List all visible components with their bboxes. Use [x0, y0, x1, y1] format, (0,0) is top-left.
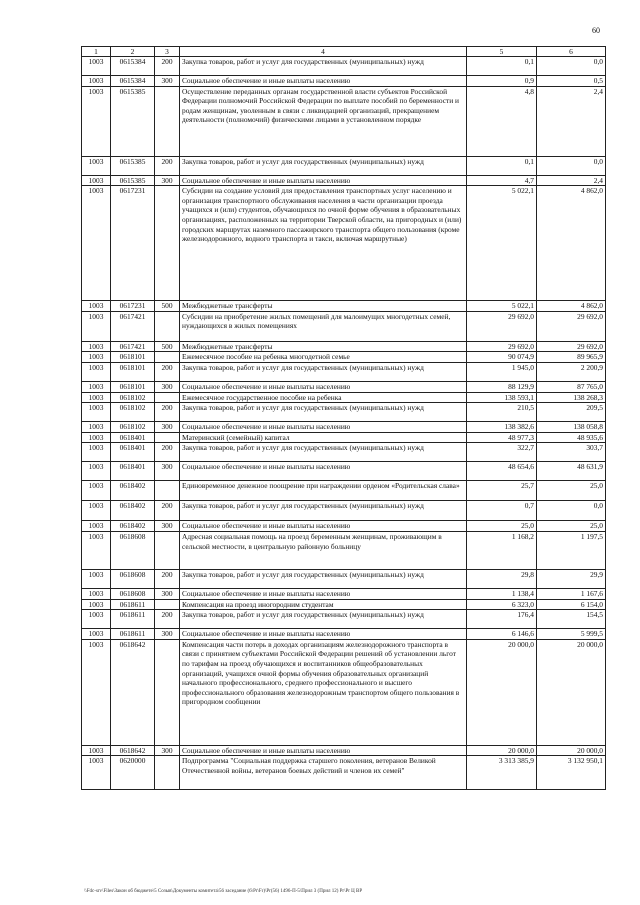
section-code-cell: 1003: [82, 422, 111, 433]
expense-type-cell: 500: [155, 341, 180, 352]
expense-type-cell: 200: [155, 569, 180, 588]
table-row: [82, 599, 606, 610]
target-article-cell: 0618102: [111, 403, 155, 422]
description-cell: Закупка товаров, работ и услуг для государственных (муниципальных) нужд: [180, 501, 467, 521]
table-row: [82, 588, 606, 599]
amount-year-1-cell: 0,7: [467, 501, 537, 521]
section-code-cell: 1003: [82, 403, 111, 422]
table-row: [82, 186, 606, 301]
section-code-cell: 1003: [82, 175, 111, 186]
description-cell: Социальное обеспечение и иные выплаты населению: [180, 381, 467, 392]
amount-year-1-cell: 29 692,0: [467, 311, 537, 341]
table-row: [82, 639, 606, 745]
target-article-cell: 0618102: [111, 392, 155, 403]
description-cell: Социальное обеспечение и иные выплаты населению: [180, 745, 467, 756]
table-row: [82, 501, 606, 521]
description-cell: Социальное обеспечение и иные выплаты населению: [180, 422, 467, 433]
section-code-cell: 1003: [82, 462, 111, 481]
amount-year-1-cell: 48 977,3: [467, 432, 537, 443]
column-header: 2: [111, 47, 155, 57]
target-article-cell: 0618101: [111, 362, 155, 381]
table-row: [82, 610, 606, 629]
amount-year-1-cell: 4,7: [467, 175, 537, 186]
description-cell: Закупка товаров, работ и услуг для государственных (муниципальных) нужд: [180, 156, 467, 175]
expense-type-cell: 300: [155, 175, 180, 186]
amount-year-1-cell: 4,8: [467, 86, 537, 156]
table-row: [82, 381, 606, 392]
amount-year-1-cell: 1 138,4: [467, 588, 537, 599]
table-row: [82, 352, 606, 363]
expense-type-cell: [155, 756, 180, 790]
amount-year-2-cell: 20 000,0: [537, 639, 606, 745]
section-code-cell: 1003: [82, 588, 111, 599]
amount-year-1-cell: 0,1: [467, 57, 537, 76]
section-code-cell: 1003: [82, 381, 111, 392]
amount-year-2-cell: 6 154,0: [537, 599, 606, 610]
table-row: [82, 756, 606, 790]
section-code-cell: 1003: [82, 501, 111, 521]
description-cell: Субсидии на создание условий для предоставления транспортных услуг населению и организация транспортного обслуживания населения в части организации проезда учащихся и (или) студентов, обучающихся по очной форме обучения в образовательных организациях, расположенных на территории Тверской области, на пригородных и (или) городских маршрутах наземного пассажирского транспорта общего пользования (кроме железнодорожного, водного транспорта и такси, включая маршрутные): [180, 186, 467, 301]
expense-type-cell: 200: [155, 610, 180, 629]
amount-year-2-cell: 20 000,0: [537, 745, 606, 756]
amount-year-1-cell: 6 323,0: [467, 599, 537, 610]
description-cell: Социальное обеспечение и иные выплаты населению: [180, 462, 467, 481]
amount-year-1-cell: 210,5: [467, 403, 537, 422]
section-code-cell: 1003: [82, 610, 111, 629]
expense-type-cell: 300: [155, 422, 180, 433]
table-row: [82, 403, 606, 422]
description-cell: Социальное обеспечение и иные выплаты населению: [180, 629, 467, 640]
amount-year-1-cell: 20 000,0: [467, 745, 537, 756]
table-row: [82, 175, 606, 186]
target-article-cell: 0615384: [111, 76, 155, 87]
table-row: [82, 86, 606, 156]
description-cell: Материнский (семейный) капитал: [180, 432, 467, 443]
expense-type-cell: 300: [155, 462, 180, 481]
target-article-cell: 0618611: [111, 629, 155, 640]
expense-type-cell: [155, 392, 180, 403]
description-cell: Закупка товаров, работ и услуг для государственных (муниципальных) нужд: [180, 443, 467, 462]
budget-table: [81, 46, 606, 790]
expense-type-cell: [155, 531, 180, 569]
section-code-cell: 1003: [82, 311, 111, 341]
target-article-cell: 0618102: [111, 422, 155, 433]
amount-year-2-cell: 4 862,0: [537, 301, 606, 312]
amount-year-2-cell: 29 692,0: [537, 311, 606, 341]
expense-type-cell: 200: [155, 501, 180, 521]
section-code-cell: 1003: [82, 432, 111, 443]
amount-year-1-cell: 0,9: [467, 76, 537, 87]
section-code-cell: 1003: [82, 86, 111, 156]
description-cell: Социальное обеспечение и иные выплаты населению: [180, 76, 467, 87]
target-article-cell: 0618608: [111, 569, 155, 588]
target-article-cell: 0617421: [111, 311, 155, 341]
section-code-cell: 1003: [82, 569, 111, 588]
expense-type-cell: [155, 599, 180, 610]
description-cell: Закупка товаров, работ и услуг для государственных (муниципальных) нужд: [180, 610, 467, 629]
amount-year-2-cell: 48 935,6: [537, 432, 606, 443]
target-article-cell: 0618608: [111, 588, 155, 599]
amount-year-1-cell: 20 000,0: [467, 639, 537, 745]
amount-year-1-cell: 322,7: [467, 443, 537, 462]
table-row: [82, 569, 606, 588]
table-row: [82, 341, 606, 352]
description-cell: Ежемесячное пособие на ребенка многодетной семье: [180, 352, 467, 363]
amount-year-2-cell: 25,0: [537, 521, 606, 532]
amount-year-2-cell: 154,5: [537, 610, 606, 629]
target-article-cell: 0618402: [111, 481, 155, 501]
amount-year-2-cell: 48 631,9: [537, 462, 606, 481]
target-article-cell: 0618642: [111, 639, 155, 745]
table-row: [82, 76, 606, 87]
target-article-cell: 0620000: [111, 756, 155, 790]
column-header: 6: [537, 47, 606, 57]
description-cell: Ежемесячное государственное пособие на ребенка: [180, 392, 467, 403]
amount-year-2-cell: 138 058,8: [537, 422, 606, 433]
target-article-cell: 0617231: [111, 186, 155, 301]
amount-year-1-cell: 5 022,1: [467, 301, 537, 312]
section-code-cell: 1003: [82, 443, 111, 462]
expense-type-cell: [155, 432, 180, 443]
expense-type-cell: [155, 352, 180, 363]
amount-year-2-cell: 1 167,6: [537, 588, 606, 599]
table-row: [82, 362, 606, 381]
target-article-cell: 0618401: [111, 462, 155, 481]
table-row: [82, 156, 606, 175]
amount-year-1-cell: 5 022,1: [467, 186, 537, 301]
target-article-cell: 0618402: [111, 521, 155, 532]
amount-year-1-cell: 1 168,2: [467, 531, 537, 569]
expense-type-cell: 200: [155, 362, 180, 381]
expense-type-cell: [155, 481, 180, 501]
expense-type-cell: 300: [155, 588, 180, 599]
target-article-cell: 0618402: [111, 501, 155, 521]
expense-type-cell: [155, 186, 180, 301]
amount-year-2-cell: 3 132 950,1: [537, 756, 606, 790]
target-article-cell: 0615385: [111, 156, 155, 175]
target-article-cell: 0618101: [111, 352, 155, 363]
amount-year-2-cell: 0,0: [537, 156, 606, 175]
table-row: [82, 745, 606, 756]
description-cell: Подпрограмма "Социальная поддержка старшего поколения, ветеранов Великой Отечественной войны, ветеранов боевых действий и членов их семей": [180, 756, 467, 790]
file-path-footer: \\Fdc-srv\Files\Закон об бюджете\5 Созыв\Документы комитета\56 заседание (6\Pr\Fr)\Pr(56) 1496-П-5\Прил 3 (Прил 12) Pr\Pr Ц ВР: [84, 889, 363, 894]
amount-year-2-cell: 0,0: [537, 57, 606, 76]
target-article-cell: 0617231: [111, 301, 155, 312]
table-row: [82, 57, 606, 76]
amount-year-1-cell: 29,8: [467, 569, 537, 588]
description-cell: Субсидии на приобретение жилых помещений для малоимущих многодетных семей, нуждающихся в жилых помещениях: [180, 311, 467, 341]
target-article-cell: 0615384: [111, 57, 155, 76]
target-article-cell: 0617421: [111, 341, 155, 352]
description-cell: Закупка товаров, работ и услуг для государственных (муниципальных) нужд: [180, 403, 467, 422]
target-article-cell: 0618642: [111, 745, 155, 756]
section-code-cell: 1003: [82, 352, 111, 363]
amount-year-2-cell: 25,0: [537, 481, 606, 501]
description-cell: Межбюджетные трансферты: [180, 341, 467, 352]
table-row: [82, 531, 606, 569]
expense-type-cell: 300: [155, 521, 180, 532]
table-row: [82, 629, 606, 640]
amount-year-2-cell: 209,5: [537, 403, 606, 422]
amount-year-2-cell: 138 268,3: [537, 392, 606, 403]
section-code-cell: 1003: [82, 76, 111, 87]
description-cell: Социальное обеспечение и иные выплаты населению: [180, 588, 467, 599]
section-code-cell: 1003: [82, 599, 111, 610]
amount-year-1-cell: 0,1: [467, 156, 537, 175]
section-code-cell: 1003: [82, 629, 111, 640]
section-code-cell: 1003: [82, 301, 111, 312]
section-code-cell: 1003: [82, 756, 111, 790]
description-cell: Компенсация на проезд иногородним студентам: [180, 599, 467, 610]
description-cell: Закупка товаров, работ и услуг для государственных (муниципальных) нужд: [180, 57, 467, 76]
amount-year-2-cell: 87 765,0: [537, 381, 606, 392]
expense-type-cell: 300: [155, 629, 180, 640]
description-cell: Социальное обеспечение и иные выплаты населению: [180, 521, 467, 532]
amount-year-2-cell: 0,5: [537, 76, 606, 87]
amount-year-2-cell: 5 999,5: [537, 629, 606, 640]
target-article-cell: 0615385: [111, 86, 155, 156]
expense-type-cell: 200: [155, 156, 180, 175]
table-row: [82, 392, 606, 403]
description-cell: Компенсация части потерь в доходах организациям железнодорожного транспорта в связи с принятием субъектами Российской Федерации решений об установлении льгот по тарифам на проезд обучающихся и воспитанников общеобразовательных организаций, учащихся очной формы обучения образовательных организаций начального профессионального, среднего профессионального и высшего профессионального образования железнодорожным транспортом общего пользования в пригородном сообщении: [180, 639, 467, 745]
expense-type-cell: 200: [155, 57, 180, 76]
expense-type-cell: [155, 639, 180, 745]
expense-type-cell: 200: [155, 403, 180, 422]
description-cell: Межбюджетные трансферты: [180, 301, 467, 312]
amount-year-1-cell: 138 382,6: [467, 422, 537, 433]
target-article-cell: 0618401: [111, 443, 155, 462]
table-row: [82, 443, 606, 462]
column-header: 1: [82, 47, 111, 57]
amount-year-2-cell: 2,4: [537, 175, 606, 186]
expense-type-cell: 200: [155, 443, 180, 462]
section-code-cell: 1003: [82, 362, 111, 381]
description-cell: Закупка товаров, работ и услуг для государственных (муниципальных) нужд: [180, 569, 467, 588]
expense-type-cell: 500: [155, 301, 180, 312]
target-article-cell: 0615385: [111, 175, 155, 186]
target-article-cell: 0618101: [111, 381, 155, 392]
column-header: 5: [467, 47, 537, 57]
amount-year-2-cell: 1 197,5: [537, 531, 606, 569]
amount-year-1-cell: 29 692,0: [467, 341, 537, 352]
amount-year-1-cell: 90 074,9: [467, 352, 537, 363]
section-code-cell: 1003: [82, 156, 111, 175]
section-code-cell: 1003: [82, 521, 111, 532]
section-code-cell: 1003: [82, 639, 111, 745]
amount-year-2-cell: 2 200,9: [537, 362, 606, 381]
expense-type-cell: [155, 86, 180, 156]
amount-year-1-cell: 25,0: [467, 521, 537, 532]
section-code-cell: 1003: [82, 57, 111, 76]
amount-year-2-cell: 2,4: [537, 86, 606, 156]
section-code-cell: 1003: [82, 745, 111, 756]
table-row: [82, 462, 606, 481]
table-row: [82, 301, 606, 312]
amount-year-1-cell: 138 593,1: [467, 392, 537, 403]
amount-year-2-cell: 0,0: [537, 501, 606, 521]
table-header-row: [82, 47, 606, 57]
target-article-cell: 0618611: [111, 599, 155, 610]
section-code-cell: 1003: [82, 186, 111, 301]
table-row: [82, 422, 606, 433]
amount-year-1-cell: 1 945,0: [467, 362, 537, 381]
description-cell: Адресная социальная помощь на проезд беременным женщинам, проживающим в сельской местности, в центральную районную больницу: [180, 531, 467, 569]
section-code-cell: 1003: [82, 341, 111, 352]
amount-year-2-cell: 29,9: [537, 569, 606, 588]
expense-type-cell: 300: [155, 76, 180, 87]
column-header: 4: [180, 47, 467, 57]
target-article-cell: 0618608: [111, 531, 155, 569]
amount-year-2-cell: 89 965,9: [537, 352, 606, 363]
column-header: 3: [155, 47, 180, 57]
description-cell: Единовременное денежное поощрение при награждении орденом «Родительская слава»: [180, 481, 467, 501]
expense-type-cell: 300: [155, 381, 180, 392]
section-code-cell: 1003: [82, 531, 111, 569]
section-code-cell: 1003: [82, 481, 111, 501]
amount-year-1-cell: 88 129,9: [467, 381, 537, 392]
table-row: [82, 521, 606, 532]
amount-year-2-cell: 303,7: [537, 443, 606, 462]
description-cell: Закупка товаров, работ и услуг для государственных (муниципальных) нужд: [180, 362, 467, 381]
amount-year-2-cell: 4 862,0: [537, 186, 606, 301]
target-article-cell: 0618401: [111, 432, 155, 443]
page-number: 60: [592, 26, 600, 35]
table-row: [82, 481, 606, 501]
amount-year-1-cell: 3 313 385,9: [467, 756, 537, 790]
section-code-cell: 1003: [82, 392, 111, 403]
expense-type-cell: 300: [155, 745, 180, 756]
table-row: [82, 311, 606, 341]
expense-type-cell: [155, 311, 180, 341]
amount-year-1-cell: 6 146,6: [467, 629, 537, 640]
amount-year-2-cell: 29 692,0: [537, 341, 606, 352]
amount-year-1-cell: 176,4: [467, 610, 537, 629]
amount-year-1-cell: 48 654,6: [467, 462, 537, 481]
target-article-cell: 0618611: [111, 610, 155, 629]
description-cell: Осуществление переданных органам государственной власти субъектов Российской Федерации полномочий Российской Федерации по выплате пособий по беременности и родам женщинам, уволенным в связи с ликвидацией организаций, прекращением деятельности (полномочий) физическими лицами в установленном порядке: [180, 86, 467, 156]
amount-year-1-cell: 25,7: [467, 481, 537, 501]
description-cell: Социальное обеспечение и иные выплаты населению: [180, 175, 467, 186]
table-row: [82, 432, 606, 443]
